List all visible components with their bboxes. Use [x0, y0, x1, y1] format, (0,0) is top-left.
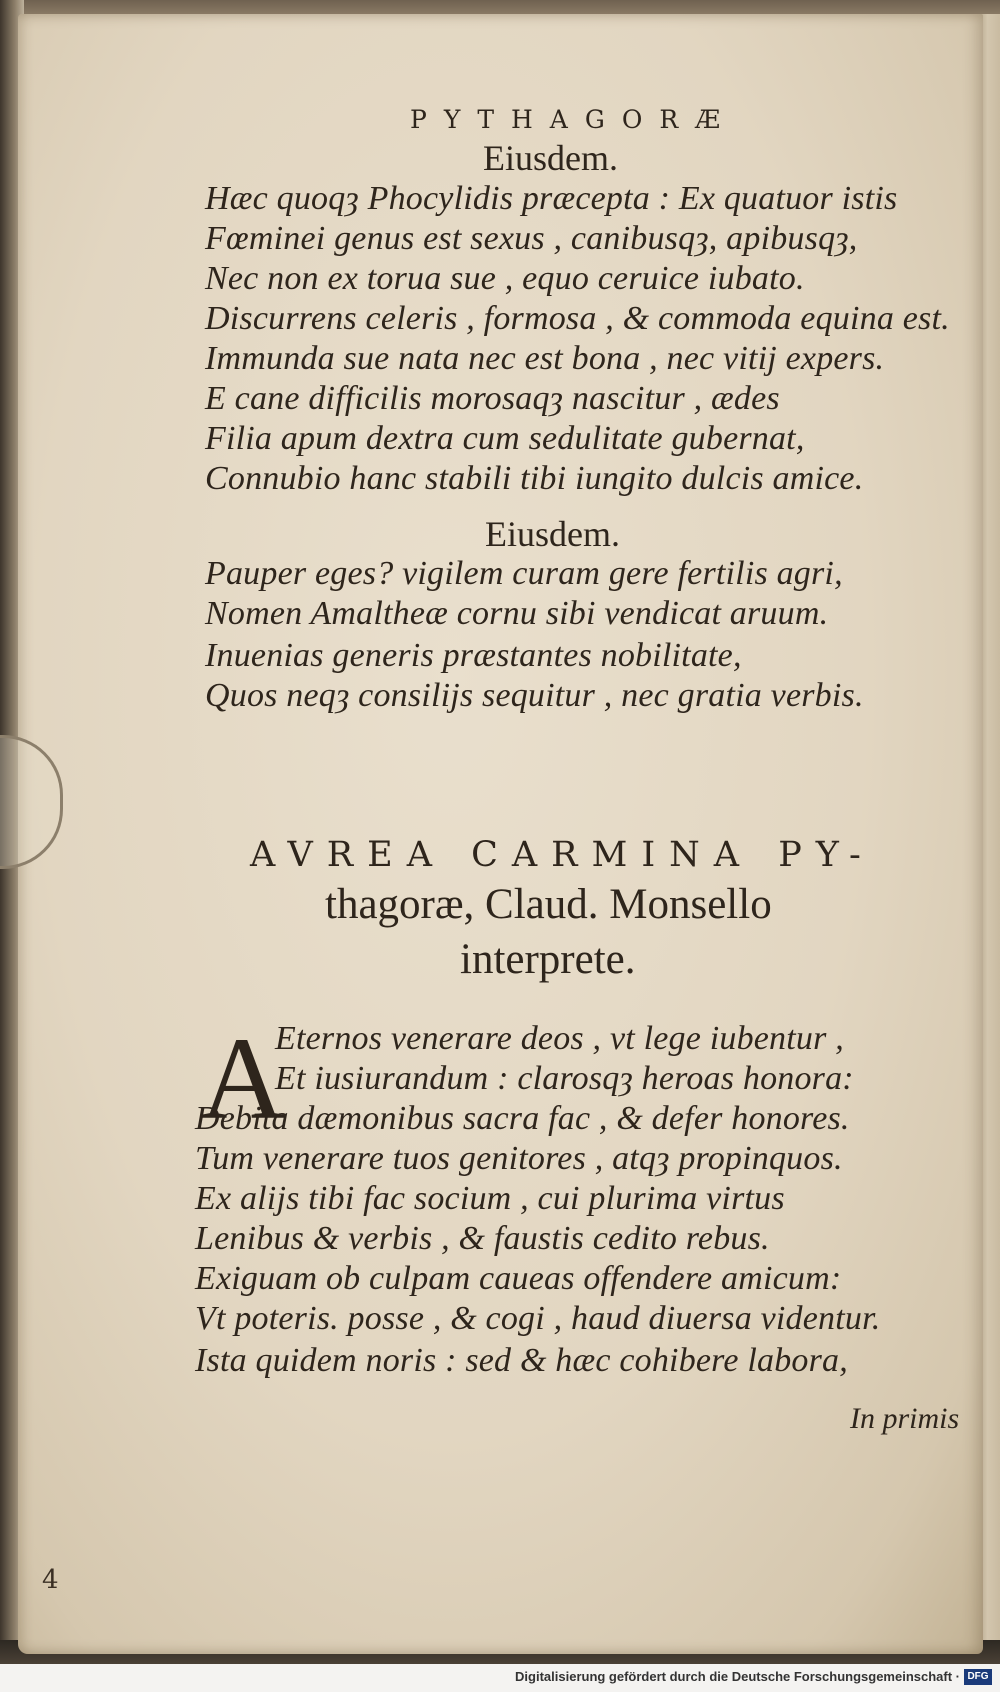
poem-line: Debita dæmonibus sacra fac , & defer honores.	[195, 1100, 850, 1137]
poem-line: Eternos venerare deos , vt lege iubentur ,	[275, 1020, 844, 1057]
signature-mark: 4	[42, 1565, 59, 1595]
footer-bar	[0, 1664, 1000, 1692]
verse-line: E cane difficilis morosaqȝ nascitur , ædes	[205, 380, 780, 417]
poem-line: Ista quidem noris : sed & hæc cohibere labora,	[195, 1342, 848, 1379]
poem-line: Lenibus & verbis , & faustis cedito rebus.	[195, 1220, 770, 1257]
poem-line: Vt poteris. posse , & cogi , haud diuersa videntur.	[195, 1300, 881, 1337]
verse-line: Inuenias generis præstantes nobilitate,	[205, 637, 742, 674]
catchword: In primis	[850, 1402, 960, 1435]
running-head: PYTHAGORÆ	[410, 105, 738, 134]
drop-cap: A	[200, 1013, 286, 1144]
section-heading-1: Eiusdem.	[483, 138, 618, 178]
dfg-logo: DFG	[964, 1669, 992, 1685]
verse-line: Nomen Amaltheæ cornu sibi vendicat aruum.	[205, 595, 829, 632]
section-heading-2: Eiusdem.	[485, 514, 620, 554]
verse-line: Discurrens celeris , formosa , & commoda equina est.	[205, 300, 950, 337]
chapter-title-line: interprete.	[460, 936, 636, 983]
verse-line: Connubio hanc stabili tibi iungito dulcis amice.	[205, 460, 864, 497]
poem-line: Et iusiurandum : clarosqȝ heroas honora:	[275, 1060, 854, 1097]
funding-credit: Digitalisierung gefördert durch die Deutsche Forschungsgemeinschaft ·	[515, 1669, 960, 1684]
poem-line: Ex alijs tibi fac socium , cui plurima virtus	[195, 1180, 785, 1217]
poem-line: Tum venerare tuos genitores , atqȝ propinquos.	[195, 1140, 843, 1177]
verse-line: Pauper eges? vigilem curam gere fertilis agri,	[205, 555, 843, 592]
poem-line: Exiguam ob culpam caueas offendere amicum:	[195, 1260, 842, 1297]
verse-line: Quos neqȝ consilijs sequitur , nec gratia verbis.	[205, 677, 864, 714]
verse-line: Filia apum dextra cum sedulitate gubernat,	[205, 420, 805, 457]
verse-line: Fœminei genus est sexus , canibusqȝ, apibusqȝ,	[205, 220, 858, 257]
chapter-title-caps: AVREA CARMINA PY-	[250, 835, 875, 875]
verse-line: Immunda sue nata nec est bona , nec vitij expers.	[205, 340, 885, 377]
chapter-title-line: thagoræ, Claud. Monsello	[325, 881, 772, 928]
verse-line: Hæc quoqȝ Phocylidis præcepta : Ex quatuor istis	[205, 180, 898, 217]
verse-line: Nec non ex torua sue , equo ceruice iubato.	[205, 260, 805, 297]
